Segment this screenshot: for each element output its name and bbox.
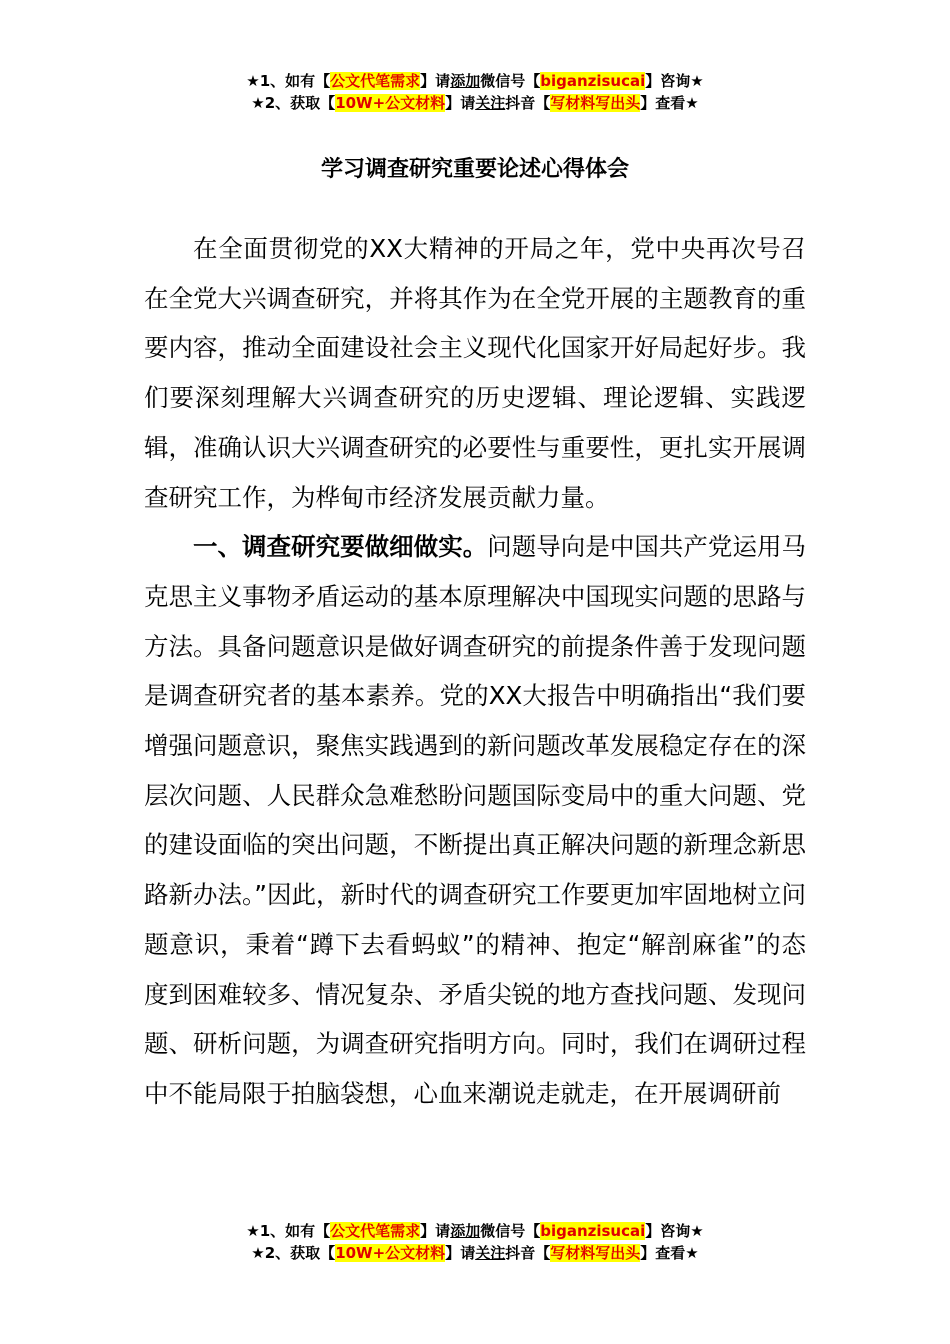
banner-text: 】请 (420, 72, 451, 90)
banner-text: 】请 (420, 1222, 451, 1240)
banner-emphasis: 关注 (475, 94, 506, 112)
banner-line-1 (0, 70, 950, 92)
highlight-materials: 10W+公文材料 (335, 94, 446, 112)
banner-emphasis: 添加 (450, 72, 481, 90)
banner-text: ★1、如有【 (246, 72, 331, 90)
banner-text: 】请 (445, 94, 476, 112)
banner-text: 微信号【 (480, 1222, 541, 1240)
highlight-douyin-account: 写材料写出头 (550, 1244, 641, 1262)
header-banner (0, 70, 950, 114)
banner-text: ★2、获取【 (251, 94, 336, 112)
banner-line-2 (0, 92, 950, 114)
banner-text: ★1、如有【 (246, 1222, 331, 1240)
banner-text: 】查看★ (640, 94, 699, 112)
highlight-service: 公文代笔需求 (330, 1222, 421, 1240)
banner-line-1 (0, 1220, 950, 1242)
paragraph-section-1 (144, 522, 806, 1118)
banner-text: 】咨询★ (645, 1222, 704, 1240)
banner-line-2 (0, 1242, 950, 1264)
highlight-douyin-account: 写材料写出头 (550, 94, 641, 112)
banner-text: 抖音【 (505, 1244, 551, 1262)
document-title: 学习调查研究重要论述心得体会 (320, 157, 629, 182)
banner-emphasis: 添加 (450, 1222, 481, 1240)
highlight-wechat-id: biganzisucai (540, 1222, 646, 1240)
banner-text: 】请 (445, 1244, 476, 1262)
banner-text: 】咨询★ (645, 72, 704, 90)
section-text: 问题导向是中国共产党运用马克思主义事物矛盾运动的基本原理解决中国现实问题的思路与方法。具备问题意识是做好调查研究的前提条件善于发现问题是调查研究者的基本素养。党的XX大报告中明确指出“我们要增强问题意识，聚焦实践遇到的新问题改革发展稳定存在的深层次问题、人民群众急难愁盼问题国际变局中的重大问题、党的建设面临的突出问题，不断提出真正解决问题的新理念新思路新办法。”因此，新时代的调查研究工作要更加牢固地树立问题意识，秉着“蹲下去看蚂蚁”的精神、抱定“解剖麻雀”的态度到困难较多、情况复杂、矛盾尖锐的地方查找问题、发现问题、研析问题，为调查研究指明方向。同时，我们在调研过程中不能局限于拍脑袋想，心血来潮说走就走，在开展调研前 (144, 532, 806, 1108)
banner-text: 抖音【 (505, 94, 551, 112)
highlight-service: 公文代笔需求 (330, 72, 421, 90)
section-heading: 一、调查研究要做细做实。 (193, 532, 488, 562)
banner-text: ★2、获取【 (251, 1244, 336, 1262)
footer-banner (0, 1220, 950, 1264)
banner-text: 】查看★ (640, 1244, 699, 1262)
banner-text: 微信号【 (480, 72, 541, 90)
banner-emphasis: 关注 (475, 1244, 506, 1262)
document-body (144, 224, 806, 1119)
highlight-materials: 10W+公文材料 (335, 1244, 446, 1262)
paragraph-intro: 在全面贯彻党的XX大精神的开局之年，党中央再次号召在全党大兴调查研究，并将其作为在全党开展的主题教育的重要内容，推动全面建设社会主义现代化国家开好局起好步。我们要深刻理解大兴调查研究的历史逻辑、理论逻辑、实践逻辑，准确认识大兴调查研究的必要性与重要性，更扎实开展调查研究工作，为桦甸市经济发展贡献力量。 (144, 234, 806, 512)
highlight-wechat-id: biganzisucai (540, 72, 646, 90)
